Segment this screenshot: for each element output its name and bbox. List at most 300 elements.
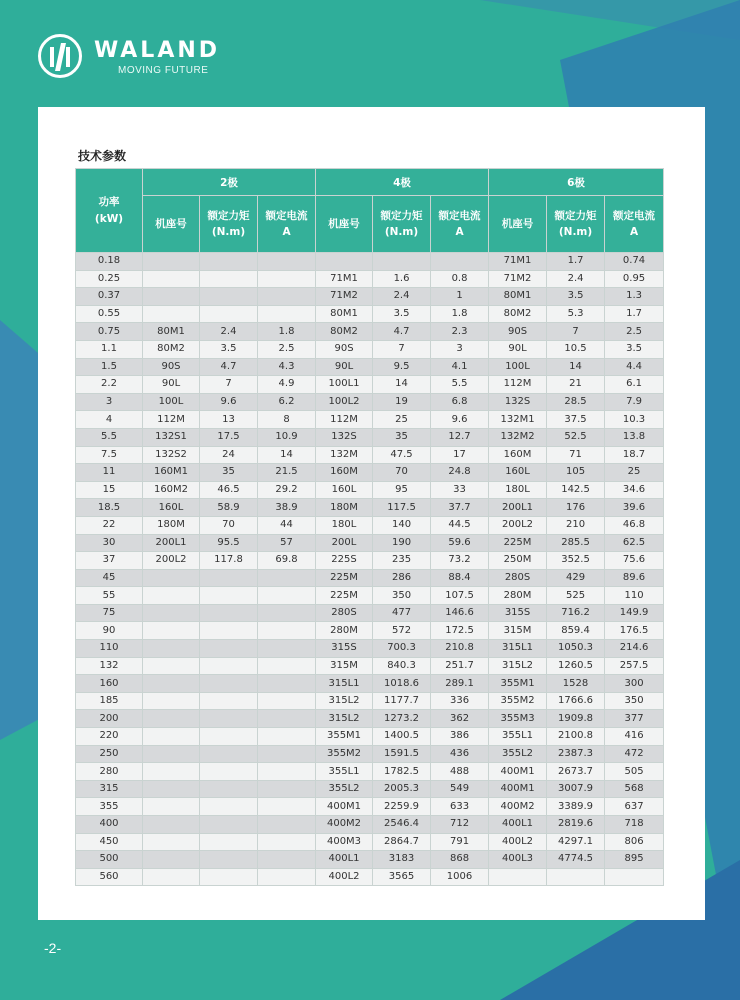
frame-4p-cell: 225M <box>316 587 373 605</box>
frame-6p-cell: 315L1 <box>489 640 547 658</box>
current-2p-cell: 4.3 <box>258 358 316 376</box>
torque-2p-cell <box>200 675 258 693</box>
torque-2p-cell: 17.5 <box>200 428 258 446</box>
torque-6p-cell: 352.5 <box>547 552 605 570</box>
frame-6p-cell: 100L <box>489 358 547 376</box>
table-row <box>76 552 664 570</box>
current-4p-cell: 9.6 <box>431 411 489 429</box>
current-4p-cell: 251.7 <box>431 657 489 675</box>
current-6p-cell: 10.3 <box>605 411 664 429</box>
current-2p-cell: 57 <box>258 534 316 552</box>
table-row <box>76 675 664 693</box>
frame-4p-cell: 180L <box>316 516 373 534</box>
torque-4p-cell: 2005.3 <box>373 780 431 798</box>
power-header: 功率 (kW) <box>76 169 143 253</box>
table-row <box>76 728 664 746</box>
frame-2p-cell <box>143 288 200 306</box>
current-4p-cell: 6.8 <box>431 393 489 411</box>
torque-6p-cell: 210 <box>547 516 605 534</box>
current-2p-cell <box>258 657 316 675</box>
torque-6p-cell: 176 <box>547 499 605 517</box>
power-cell: 0.75 <box>76 323 143 341</box>
current-2p-cell <box>258 763 316 781</box>
current-2p-cell <box>258 692 316 710</box>
current-4p-cell: 1006 <box>431 868 489 886</box>
frame-4p-cell: 400L1 <box>316 851 373 869</box>
power-cell: 250 <box>76 745 143 763</box>
torque-6p-cell: 429 <box>547 569 605 587</box>
power-cell: 55 <box>76 587 143 605</box>
torque-4p-cell: 286 <box>373 569 431 587</box>
frame-2p-cell: 132S2 <box>143 446 200 464</box>
torque-2p-cell <box>200 868 258 886</box>
frame-4p-cell: 400M1 <box>316 798 373 816</box>
current-4p-cell: 712 <box>431 816 489 834</box>
torque-2p-cell: 2.4 <box>200 323 258 341</box>
frame-2p-cell <box>143 270 200 288</box>
frame-2p-cell <box>143 763 200 781</box>
frame-2p-cell <box>143 692 200 710</box>
table-row <box>76 868 664 886</box>
torque-4p-cell: 14 <box>373 376 431 394</box>
torque-4p-cell: 572 <box>373 622 431 640</box>
current-4p-cell: 436 <box>431 745 489 763</box>
frame-6p-cell: 80M2 <box>489 305 547 323</box>
torque-6p-cell: 2387.3 <box>547 745 605 763</box>
torque-header: 额定力矩 (N.m) <box>547 196 605 253</box>
frame-2p-cell: 80M2 <box>143 340 200 358</box>
power-cell: 4 <box>76 411 143 429</box>
torque-2p-cell <box>200 692 258 710</box>
table-row <box>76 534 664 552</box>
current-2p-cell <box>258 288 316 306</box>
torque-4p-cell: 140 <box>373 516 431 534</box>
current-2p-cell: 1.8 <box>258 323 316 341</box>
torque-4p-cell: 1273.2 <box>373 710 431 728</box>
torque-header: 额定力矩 (N.m) <box>373 196 431 253</box>
torque-2p-cell <box>200 288 258 306</box>
table-row <box>76 358 664 376</box>
frame-6p-cell: 160M <box>489 446 547 464</box>
torque-6p-cell: 10.5 <box>547 340 605 358</box>
frame-6p-cell: 400L3 <box>489 851 547 869</box>
power-cell: 160 <box>76 675 143 693</box>
frame-2p-cell: 160M2 <box>143 481 200 499</box>
frame-4p-cell: 315L1 <box>316 675 373 693</box>
current-2p-cell: 8 <box>258 411 316 429</box>
torque-6p-cell: 859.4 <box>547 622 605 640</box>
torque-2p-cell <box>200 851 258 869</box>
frame-2p-cell <box>143 745 200 763</box>
frame-6p-cell: 80M1 <box>489 288 547 306</box>
frame-4p-cell: 400M2 <box>316 816 373 834</box>
torque-6p-cell: 2100.8 <box>547 728 605 746</box>
current-4p-cell: 12.7 <box>431 428 489 446</box>
frame-4p-cell: 132S <box>316 428 373 446</box>
frame-6p-cell: 200L2 <box>489 516 547 534</box>
torque-2p-cell <box>200 833 258 851</box>
frame-4p-cell: 180M <box>316 499 373 517</box>
torque-4p-cell: 1782.5 <box>373 763 431 781</box>
frame-4p-cell: 225S <box>316 552 373 570</box>
current-4p-cell: 868 <box>431 851 489 869</box>
torque-6p-cell <box>547 868 605 886</box>
torque-6p-cell: 21 <box>547 376 605 394</box>
current-4p-cell: 107.5 <box>431 587 489 605</box>
frame-6p-cell: 280M <box>489 587 547 605</box>
table-row <box>76 780 664 798</box>
frame-6p-cell: 315S <box>489 604 547 622</box>
power-cell: 45 <box>76 569 143 587</box>
table-row <box>76 710 664 728</box>
current-4p-cell: 24.8 <box>431 464 489 482</box>
current-6p-cell: 6.1 <box>605 376 664 394</box>
torque-4p-cell: 2864.7 <box>373 833 431 851</box>
current-2p-cell: 69.8 <box>258 552 316 570</box>
torque-2p-cell <box>200 657 258 675</box>
frame-2p-cell: 90L <box>143 376 200 394</box>
table-row <box>76 798 664 816</box>
torque-2p-cell <box>200 305 258 323</box>
power-cell: 400 <box>76 816 143 834</box>
frame-6p-cell <box>489 868 547 886</box>
torque-4p-cell: 3183 <box>373 851 431 869</box>
table-row <box>76 657 664 675</box>
current-4p-cell: 172.5 <box>431 622 489 640</box>
torque-header: 额定力矩 (N.m) <box>200 196 258 253</box>
frame-2p-cell <box>143 728 200 746</box>
current-6p-cell: 505 <box>605 763 664 781</box>
spec-card <box>38 107 705 920</box>
torque-2p-cell: 35 <box>200 464 258 482</box>
current-2p-cell <box>258 270 316 288</box>
power-cell: 90 <box>76 622 143 640</box>
power-cell: 0.18 <box>76 253 143 271</box>
current-6p-cell: 214.6 <box>605 640 664 658</box>
current-6p-cell: 3.5 <box>605 340 664 358</box>
current-6p-cell: 300 <box>605 675 664 693</box>
table-row <box>76 587 664 605</box>
frame-6p-cell: 355M2 <box>489 692 547 710</box>
current-2p-cell <box>258 851 316 869</box>
frame-2p-cell: 200L2 <box>143 552 200 570</box>
power-cell: 200 <box>76 710 143 728</box>
frame-6p-cell: 180L <box>489 481 547 499</box>
current-header: 额定电流 A <box>431 196 489 253</box>
torque-6p-cell: 285.5 <box>547 534 605 552</box>
frame-4p-cell: 71M2 <box>316 288 373 306</box>
frame-4p-cell: 355L1 <box>316 763 373 781</box>
brand-tagline: MOVING FUTURE <box>118 65 209 76</box>
current-4p-cell: 5.5 <box>431 376 489 394</box>
current-6p-cell: 75.6 <box>605 552 664 570</box>
current-6p-cell: 46.8 <box>605 516 664 534</box>
frame-4p-cell: 400L2 <box>316 868 373 886</box>
frame-2p-cell <box>143 780 200 798</box>
frame-2p-cell: 160L <box>143 499 200 517</box>
torque-6p-cell: 3389.9 <box>547 798 605 816</box>
power-cell: 110 <box>76 640 143 658</box>
table-row <box>76 833 664 851</box>
torque-2p-cell: 95.5 <box>200 534 258 552</box>
torque-4p-cell: 2.4 <box>373 288 431 306</box>
current-4p-cell: 289.1 <box>431 675 489 693</box>
table-row <box>76 816 664 834</box>
frame-2p-cell <box>143 253 200 271</box>
current-4p-cell: 33 <box>431 481 489 499</box>
current-4p-cell: 0.8 <box>431 270 489 288</box>
current-6p-cell: 176.5 <box>605 622 664 640</box>
current-4p-cell: 549 <box>431 780 489 798</box>
power-cell: 185 <box>76 692 143 710</box>
torque-4p-cell: 47.5 <box>373 446 431 464</box>
frame-6p-cell: 400L1 <box>489 816 547 834</box>
frame-6p-cell: 71M2 <box>489 270 547 288</box>
torque-6p-cell: 105 <box>547 464 605 482</box>
frame-2p-cell <box>143 710 200 728</box>
current-4p-cell: 37.7 <box>431 499 489 517</box>
current-2p-cell <box>258 640 316 658</box>
torque-2p-cell: 117.8 <box>200 552 258 570</box>
table-row <box>76 851 664 869</box>
frame-6p-cell: 355M1 <box>489 675 547 693</box>
torque-4p-cell: 1591.5 <box>373 745 431 763</box>
current-6p-cell: 62.5 <box>605 534 664 552</box>
frame-2p-cell <box>143 569 200 587</box>
frame-header: 机座号 <box>316 196 373 253</box>
current-2p-cell: 10.9 <box>258 428 316 446</box>
torque-6p-cell: 525 <box>547 587 605 605</box>
table-row <box>76 253 664 271</box>
table-row <box>76 622 664 640</box>
torque-4p-cell: 700.3 <box>373 640 431 658</box>
power-cell: 75 <box>76 604 143 622</box>
frame-2p-cell: 180M <box>143 516 200 534</box>
current-6p-cell: 1.7 <box>605 305 664 323</box>
table-row <box>76 499 664 517</box>
power-cell: 560 <box>76 868 143 886</box>
current-header: 额定电流 A <box>605 196 664 253</box>
current-4p-cell: 73.2 <box>431 552 489 570</box>
frame-2p-cell: 80M1 <box>143 323 200 341</box>
frame-2p-cell <box>143 305 200 323</box>
frame-2p-cell: 112M <box>143 411 200 429</box>
frame-2p-cell: 160M1 <box>143 464 200 482</box>
torque-6p-cell: 1766.6 <box>547 692 605 710</box>
power-cell: 22 <box>76 516 143 534</box>
power-cell: 2.2 <box>76 376 143 394</box>
frame-4p-cell: 315L2 <box>316 710 373 728</box>
frame-6p-cell: 71M1 <box>489 253 547 271</box>
torque-4p-cell: 1018.6 <box>373 675 431 693</box>
table-row <box>76 305 664 323</box>
frame-4p-cell: 90L <box>316 358 373 376</box>
current-4p-cell: 210.8 <box>431 640 489 658</box>
torque-6p-cell: 1050.3 <box>547 640 605 658</box>
current-6p-cell: 0.95 <box>605 270 664 288</box>
current-4p-cell: 1.8 <box>431 305 489 323</box>
current-4p-cell: 4.1 <box>431 358 489 376</box>
current-2p-cell: 2.5 <box>258 340 316 358</box>
frame-2p-cell <box>143 816 200 834</box>
torque-4p-cell: 2259.9 <box>373 798 431 816</box>
frame-4p-cell: 132M <box>316 446 373 464</box>
frame-6p-cell: 90S <box>489 323 547 341</box>
frame-2p-cell: 100L <box>143 393 200 411</box>
torque-6p-cell: 1528 <box>547 675 605 693</box>
frame-6p-cell: 160L <box>489 464 547 482</box>
frame-2p-cell <box>143 675 200 693</box>
power-cell: 0.37 <box>76 288 143 306</box>
frame-6p-cell: 132S <box>489 393 547 411</box>
torque-6p-cell: 14 <box>547 358 605 376</box>
frame-4p-cell: 100L2 <box>316 393 373 411</box>
current-2p-cell <box>258 710 316 728</box>
current-4p-cell: 17 <box>431 446 489 464</box>
torque-6p-cell: 142.5 <box>547 481 605 499</box>
current-6p-cell: 0.74 <box>605 253 664 271</box>
current-2p-cell: 21.5 <box>258 464 316 482</box>
torque-6p-cell: 7 <box>547 323 605 341</box>
frame-2p-cell: 132S1 <box>143 428 200 446</box>
table-row <box>76 763 664 781</box>
torque-4p-cell: 3565 <box>373 868 431 886</box>
torque-4p-cell: 1.6 <box>373 270 431 288</box>
table-row <box>76 481 664 499</box>
torque-6p-cell: 2819.6 <box>547 816 605 834</box>
table-row <box>76 411 664 429</box>
torque-2p-cell <box>200 270 258 288</box>
frame-6p-cell: 315M <box>489 622 547 640</box>
current-4p-cell: 88.4 <box>431 569 489 587</box>
current-2p-cell: 6.2 <box>258 393 316 411</box>
power-cell: 3 <box>76 393 143 411</box>
power-cell: 0.55 <box>76 305 143 323</box>
current-6p-cell: 718 <box>605 816 664 834</box>
torque-4p-cell: 4.7 <box>373 323 431 341</box>
current-6p-cell: 89.6 <box>605 569 664 587</box>
torque-4p-cell: 350 <box>373 587 431 605</box>
page-number: -2- <box>44 940 62 956</box>
torque-6p-cell: 5.3 <box>547 305 605 323</box>
section-title: 技术参数 <box>78 149 127 163</box>
table-row <box>76 745 664 763</box>
torque-6p-cell: 1.7 <box>547 253 605 271</box>
power-cell: 220 <box>76 728 143 746</box>
torque-2p-cell <box>200 622 258 640</box>
torque-6p-cell: 4297.1 <box>547 833 605 851</box>
table-row <box>76 288 664 306</box>
torque-2p-cell <box>200 816 258 834</box>
table-row <box>76 640 664 658</box>
table-row <box>76 446 664 464</box>
frame-4p-cell: 90S <box>316 340 373 358</box>
frame-2p-cell <box>143 851 200 869</box>
torque-2p-cell: 58.9 <box>200 499 258 517</box>
torque-6p-cell: 3007.9 <box>547 780 605 798</box>
torque-6p-cell: 71 <box>547 446 605 464</box>
current-6p-cell: 637 <box>605 798 664 816</box>
table-row <box>76 393 664 411</box>
frame-4p-cell: 225M <box>316 569 373 587</box>
frame-4p-cell: 80M1 <box>316 305 373 323</box>
power-cell: 132 <box>76 657 143 675</box>
current-4p-cell: 59.6 <box>431 534 489 552</box>
frame-6p-cell: 250M <box>489 552 547 570</box>
power-cell: 500 <box>76 851 143 869</box>
power-cell: 0.25 <box>76 270 143 288</box>
frame-6p-cell: 355L2 <box>489 745 547 763</box>
torque-4p-cell: 840.3 <box>373 657 431 675</box>
frame-2p-cell <box>143 604 200 622</box>
power-cell: 11 <box>76 464 143 482</box>
torque-4p-cell: 95 <box>373 481 431 499</box>
power-cell: 7.5 <box>76 446 143 464</box>
frame-6p-cell: 280S <box>489 569 547 587</box>
current-header: 额定电流 A <box>258 196 316 253</box>
frame-6p-cell: 132M2 <box>489 428 547 446</box>
current-2p-cell <box>258 622 316 640</box>
current-2p-cell <box>258 745 316 763</box>
frame-2p-cell: 90S <box>143 358 200 376</box>
torque-6p-cell: 2673.7 <box>547 763 605 781</box>
torque-2p-cell: 9.6 <box>200 393 258 411</box>
frame-6p-cell: 400M1 <box>489 780 547 798</box>
torque-6p-cell: 2.4 <box>547 270 605 288</box>
torque-2p-cell: 4.7 <box>200 358 258 376</box>
current-6p-cell: 7.9 <box>605 393 664 411</box>
torque-4p-cell: 1177.7 <box>373 692 431 710</box>
frame-4p-cell: 355M2 <box>316 745 373 763</box>
frame-6p-cell: 112M <box>489 376 547 394</box>
torque-6p-cell: 4774.5 <box>547 851 605 869</box>
current-2p-cell: 4.9 <box>258 376 316 394</box>
torque-2p-cell <box>200 710 258 728</box>
torque-2p-cell <box>200 798 258 816</box>
frame-4p-cell: 280S <box>316 604 373 622</box>
power-cell: 5.5 <box>76 428 143 446</box>
frame-header: 机座号 <box>143 196 200 253</box>
group-header-2p: 2极 <box>143 169 316 196</box>
current-6p-cell <box>605 868 664 886</box>
current-2p-cell <box>258 587 316 605</box>
current-4p-cell: 336 <box>431 692 489 710</box>
group-header-6p: 6极 <box>489 169 664 196</box>
torque-4p-cell: 9.5 <box>373 358 431 376</box>
current-2p-cell <box>258 569 316 587</box>
frame-6p-cell: 400M1 <box>489 763 547 781</box>
torque-4p-cell: 7 <box>373 340 431 358</box>
torque-6p-cell: 37.5 <box>547 411 605 429</box>
table-row <box>76 428 664 446</box>
current-2p-cell <box>258 253 316 271</box>
current-6p-cell: 25 <box>605 464 664 482</box>
current-6p-cell: 377 <box>605 710 664 728</box>
frame-4p-cell: 400M3 <box>316 833 373 851</box>
current-6p-cell: 472 <box>605 745 664 763</box>
torque-2p-cell <box>200 587 258 605</box>
current-2p-cell: 38.9 <box>258 499 316 517</box>
frame-2p-cell <box>143 640 200 658</box>
power-cell: 15 <box>76 481 143 499</box>
power-cell: 37 <box>76 552 143 570</box>
current-2p-cell <box>258 728 316 746</box>
current-2p-cell <box>258 780 316 798</box>
torque-2p-cell <box>200 763 258 781</box>
power-cell: 30 <box>76 534 143 552</box>
torque-2p-cell <box>200 745 258 763</box>
frame-4p-cell: 112M <box>316 411 373 429</box>
